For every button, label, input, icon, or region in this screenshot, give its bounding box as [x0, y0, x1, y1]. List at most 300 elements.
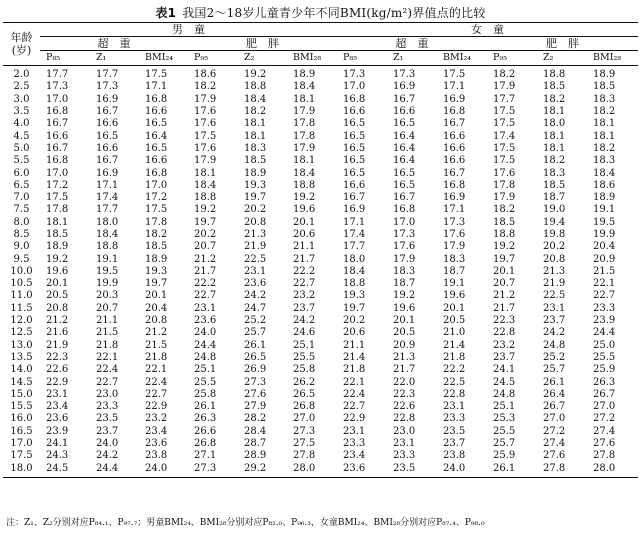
cell-age: 11.5: [10, 302, 33, 314]
cell-boys-bmi24: 22.4: [145, 376, 168, 388]
table-row: [3, 463, 638, 478]
cell-girls-bmi28: 27.0: [593, 401, 616, 413]
cell-boys-z2: 21.9: [244, 241, 267, 253]
cell-boys-z2: 19.2: [244, 69, 267, 81]
cell-boys-z1: 19.9: [96, 278, 119, 290]
cell-boys-p95: 20.2: [194, 229, 217, 240]
cell-boys-z1: 23.5: [96, 413, 119, 425]
table-row: [3, 204, 638, 216]
cell-boys-z1: 23.7: [96, 425, 119, 437]
cell-girls-bmi24: 18.7: [443, 265, 466, 277]
cell-boys-z2: 24.2: [244, 290, 267, 302]
table-row: [3, 192, 638, 204]
cell-boys-bmi28: 18.4: [293, 81, 316, 93]
col-boys-p85: P₈₅: [40, 51, 90, 66]
cell-boys-bmi24: 18.9: [145, 253, 168, 265]
cell-boys-p85: 16.7: [46, 118, 69, 130]
cell-boys-z2: 18.4: [244, 93, 267, 105]
cell-boys-bmi28: 19.2: [293, 192, 316, 204]
cell-age: 18.0: [3, 463, 40, 478]
cell-girls-bmi28: 27.4: [593, 425, 616, 437]
cell-boys-z1: 17.7: [96, 69, 119, 81]
cell-boys-z1: 17.4: [96, 192, 119, 204]
cell-boys-bmi24: 17.2: [145, 192, 168, 204]
cell-girls-z2: 19.4: [543, 216, 566, 228]
cell-boys-p95: 18.8: [194, 192, 217, 204]
cell-boys-bmi28: 21.1: [293, 241, 316, 253]
table-row: [3, 118, 638, 130]
cell-boys-z1: 22.4: [96, 364, 119, 376]
cell-boys-bmi28: 20.6: [293, 229, 316, 240]
cell-boys-z1: 16.6: [96, 118, 119, 130]
cell-girls-p95: 18.2: [493, 69, 516, 81]
cell-boys-bmi24: 20.4: [145, 302, 168, 314]
cell-boys-p85: 23.9: [46, 425, 69, 437]
cell-boys-z1: 16.9: [96, 93, 119, 105]
cell-boys-z2: 26.5: [244, 351, 267, 363]
cell-girls-p85: 16.6: [343, 106, 366, 118]
cell-boys-bmi28: 22.2: [293, 265, 316, 277]
table-row: [3, 278, 638, 290]
table-row: [3, 94, 638, 106]
cell-boys-p85: 17.2: [46, 179, 69, 191]
cell-boys-bmi28: 28.0: [287, 463, 337, 478]
cell-girls-bmi28: 18.3: [593, 93, 616, 105]
cell-girls-bmi28: 18.4: [593, 167, 616, 179]
cell-age: 6.5: [13, 179, 30, 191]
girls-header: 女 童: [337, 23, 638, 37]
cell-girls-bmi28: 20.4: [593, 241, 616, 253]
cell-girls-p85: 19.7: [343, 302, 366, 314]
cell-boys-z2: 29.2: [238, 463, 287, 478]
table-row: [3, 143, 638, 155]
table-caption: 我国2～18岁儿童青少年不同BMI(kg/m²)界值点的比较: [182, 6, 486, 20]
cell-girls-bmi28: 19.1: [593, 204, 616, 216]
cell-girls-p85: 16.5: [343, 118, 366, 130]
cell-girls-bmi28: 18.9: [593, 69, 616, 81]
cell-boys-p85: 21.9: [46, 339, 69, 351]
cell-girls-z2: 24.8: [543, 339, 566, 351]
cell-girls-p95: 25.1: [493, 401, 516, 413]
cell-boys-p95: 18.1: [194, 167, 217, 179]
cell-girls-bmi28: 25.0: [593, 339, 616, 351]
cell-girls-z1: 22.8: [393, 413, 416, 425]
cell-girls-z1: 22.6: [393, 401, 416, 413]
cell-boys-p85: 22.9: [46, 376, 69, 388]
col-girls-p95: P₉₅: [487, 51, 537, 66]
cell-girls-bmi24: 16.6: [443, 130, 466, 142]
cell-boys-bmi28: 17.8: [293, 118, 316, 130]
cell-girls-p85: 23.4: [343, 450, 366, 462]
cell-boys-p85: 23.4: [46, 401, 69, 413]
cell-girls-p85: 23.1: [343, 425, 366, 437]
cell-girls-z2: 26.4: [543, 388, 566, 400]
cell-boys-p85: 23.6: [46, 413, 69, 425]
col-girls-bmi28: BMI₂₈: [587, 51, 638, 66]
table-row: [3, 241, 638, 253]
cell-girls-p95: 23.7: [493, 351, 516, 363]
cell-boys-z1: 20.7: [96, 302, 119, 314]
cell-age: 12.0: [10, 315, 33, 327]
cell-girls-bmi28: 18.5: [593, 81, 616, 93]
cell-boys-bmi24: 16.6: [145, 106, 168, 118]
cell-age: 11.0: [10, 290, 33, 302]
cell-girls-bmi24: 19.1: [443, 278, 466, 290]
cell-girls-z2: 23.1: [543, 302, 566, 314]
cell-boys-z2: 26.9: [244, 364, 267, 376]
cell-girls-p85: 16.8: [343, 93, 366, 105]
cell-age: 10.0: [10, 265, 33, 277]
table-row: [3, 413, 638, 425]
cell-girls-p95: 21.2: [493, 290, 516, 302]
cell-boys-p85: 20.5: [46, 290, 69, 302]
table-row: [3, 266, 638, 278]
cell-girls-z2: 27.8: [537, 463, 587, 478]
cell-boys-bmi28: 25.8: [293, 364, 316, 376]
cell-boys-p95: 18.4: [194, 179, 217, 191]
cell-age: 8.5: [13, 229, 30, 240]
cell-girls-z1: 20.9: [393, 339, 416, 351]
cell-boys-bmi24: 19.3: [145, 265, 168, 277]
cell-girls-p95: 17.6: [493, 167, 516, 179]
cell-boys-p85: 17.0: [46, 93, 69, 105]
cell-boys-p95: 21.2: [194, 253, 217, 265]
cell-girls-bmi24: 16.6: [443, 142, 466, 154]
cell-girls-bmi24: 17.9: [443, 241, 466, 253]
table-row: [3, 130, 638, 142]
cell-age: 3.5: [13, 106, 30, 118]
cell-girls-z1: 19.2: [393, 290, 416, 302]
cell-boys-p95: 18.6: [194, 69, 217, 81]
cell-age: 14.0: [10, 364, 33, 376]
cell-girls-z1: 23.3: [393, 450, 416, 462]
cell-girls-bmi24: 16.9: [443, 93, 466, 105]
cell-girls-z1: 16.9: [393, 81, 416, 93]
cell-boys-p85: 21.6: [46, 327, 69, 339]
cell-girls-bmi28: 18.6: [593, 179, 616, 191]
cell-age: 7.0: [13, 192, 30, 204]
cell-girls-p85: 17.0: [343, 81, 366, 93]
cell-girls-p95: 21.7: [493, 302, 516, 314]
cell-girls-p95: 17.8: [493, 179, 516, 191]
cell-boys-bmi24: 17.5: [145, 69, 168, 81]
cell-boys-p95: 26.1: [194, 401, 217, 413]
cell-girls-z1: 16.5: [393, 179, 416, 191]
cell-boys-z1: 17.1: [96, 179, 119, 191]
cell-boys-z1: 16.5: [96, 130, 119, 142]
cell-boys-bmi28: 26.2: [293, 376, 316, 388]
cell-girls-z2: 27.0: [543, 413, 566, 425]
cell-age: 12.5: [10, 327, 33, 339]
cell-boys-bmi24: 22.9: [145, 401, 168, 413]
cell-girls-z2: 25.7: [543, 364, 566, 376]
cell-girls-p85: 18.8: [343, 278, 366, 290]
cell-girls-bmi24: 16.7: [443, 118, 466, 130]
cell-girls-z2: 18.8: [543, 69, 566, 81]
table-row: [3, 389, 638, 401]
cell-boys-z2: 18.9: [244, 167, 267, 179]
cell-girls-p85: 17.3: [343, 69, 366, 81]
table-row: [3, 327, 638, 339]
cell-boys-p85: 19.2: [46, 253, 69, 265]
cell-girls-bmi24: 20.1: [443, 302, 466, 314]
boys-overweight-header: 超 重: [40, 37, 188, 51]
cell-age: 5.0: [13, 142, 30, 154]
cell-girls-bmi28: 19.5: [593, 216, 616, 228]
cell-girls-z1: 17.6: [393, 241, 416, 253]
cell-girls-z1: 16.4: [393, 155, 416, 167]
cell-boys-bmi28: 23.7: [293, 302, 316, 314]
cell-girls-p95: 17.9: [493, 81, 516, 93]
cell-girls-p95: 24.1: [493, 364, 516, 376]
cell-boys-bmi28: 27.8: [293, 450, 316, 462]
cell-boys-p95: 25.1: [194, 364, 217, 376]
cell-girls-p85: 16.5: [343, 155, 366, 167]
cell-boys-z2: 28.2: [244, 413, 267, 425]
cell-boys-bmi28: 25.5: [293, 351, 316, 363]
cell-girls-bmi24: 21.8: [443, 351, 466, 363]
cell-boys-p95: 17.5: [194, 130, 217, 142]
cell-boys-bmi24: 18.2: [145, 229, 168, 240]
cell-girls-z2: 18.5: [543, 81, 566, 93]
cell-girls-z1: 16.4: [393, 142, 416, 154]
cell-girls-z1: 17.3: [393, 229, 416, 240]
cell-age: 10.5: [10, 278, 33, 290]
cell-girls-z1: 16.7: [393, 192, 416, 204]
cell-boys-bmi28: 22.7: [293, 278, 316, 290]
cell-girls-z1: 16.6: [393, 106, 416, 118]
cell-girls-bmi24: 17.3: [443, 216, 466, 228]
cell-girls-p85: 22.9: [343, 413, 366, 425]
cell-boys-p95: 25.5: [194, 376, 217, 388]
cell-girls-z2: 18.7: [543, 192, 566, 204]
cell-boys-bmi28: 17.8: [293, 130, 316, 142]
cell-boys-bmi28: 18.4: [293, 167, 316, 179]
cell-boys-z2: 24.7: [244, 302, 267, 314]
cell-boys-p85: 20.1: [46, 278, 69, 290]
cell-girls-bmi28: 26.7: [593, 388, 616, 400]
cell-girls-z2: 18.5: [543, 179, 566, 191]
cell-girls-p85: 16.6: [343, 179, 366, 191]
cell-boys-p95: 17.9: [194, 93, 217, 105]
cell-boys-bmi24: 16.6: [145, 155, 168, 167]
cell-girls-bmi24: 16.8: [443, 106, 466, 118]
cell-girls-p85: 16.5: [343, 142, 366, 154]
cell-girls-p95: 19.7: [493, 253, 516, 265]
cell-girls-bmi24: 23.8: [443, 450, 466, 462]
cell-girls-bmi24: 16.9: [443, 192, 466, 204]
cell-girls-bmi28: 27.6: [593, 438, 616, 450]
cell-age: 15.0: [10, 388, 33, 400]
cell-boys-p95: 24.8: [194, 351, 217, 363]
table-row: [3, 155, 638, 167]
cell-boys-bmi28: 27.0: [293, 413, 316, 425]
cell-girls-p85: 22.1: [343, 376, 366, 388]
cell-girls-p95: 19.2: [493, 241, 516, 253]
cell-boys-bmi28: 19.6: [293, 204, 316, 216]
cell-girls-bmi28: 19.9: [593, 229, 616, 240]
cell-boys-z1: 17.7: [96, 204, 119, 216]
cell-girls-z2: 18.3: [543, 167, 566, 179]
cell-girls-z1: 23.5: [387, 463, 437, 478]
cell-girls-z1: 21.7: [393, 364, 416, 376]
col-boys-z2: Z₂: [238, 51, 287, 66]
cell-boys-bmi28: 20.1: [293, 216, 316, 228]
cell-girls-bmi24: 16.6: [443, 155, 466, 167]
cell-girls-p85: 16.7: [343, 192, 366, 204]
table-row: [3, 81, 638, 93]
cell-boys-p85: 23.1: [46, 388, 69, 400]
cell-age: 13.0: [10, 339, 33, 351]
table-row: [3, 315, 638, 327]
cell-boys-z1: 21.1: [96, 315, 119, 327]
cell-boys-bmi28: 26.8: [293, 401, 316, 413]
cell-boys-p95: 24.4: [194, 339, 217, 351]
cell-girls-bmi28: 24.4: [593, 327, 616, 339]
cell-boys-bmi24: 16.5: [145, 118, 168, 130]
cell-boys-bmi24: 16.4: [145, 130, 168, 142]
cell-boys-bmi24: 19.7: [145, 278, 168, 290]
table-row: [3, 290, 638, 302]
cell-girls-z2: 18.1: [543, 130, 566, 142]
cell-girls-p95: 26.1: [487, 463, 537, 478]
cell-girls-p85: 21.4: [343, 351, 366, 363]
boys-obese-header: 肥 胖: [188, 37, 337, 51]
table-row: [3, 253, 638, 265]
cell-girls-p95: 22.8: [493, 327, 516, 339]
col-boys-bmi24: BMI₂₄: [139, 51, 188, 66]
cell-boys-z1: 24.4: [90, 463, 139, 478]
cell-girls-bmi28: 23.9: [593, 315, 616, 327]
cell-girls-z1: 20.5: [393, 327, 416, 339]
cell-age: 7.5: [13, 204, 30, 216]
cell-girls-bmi24: 17.6: [443, 229, 466, 240]
col-girls-z2: Z₂: [537, 51, 587, 66]
cell-boys-z2: 25.7: [244, 327, 267, 339]
cell-girls-z2: 19.0: [543, 204, 566, 216]
table-row: [3, 106, 638, 118]
col-boys-p95: P₉₅: [188, 51, 238, 66]
cell-girls-z1: 17.3: [393, 69, 416, 81]
cell-boys-bmi28: 21.7: [293, 253, 316, 265]
cell-boys-bmi28: 18.1: [293, 93, 316, 105]
cell-girls-p85: 16.9: [343, 204, 366, 216]
cell-age: 6.0: [13, 167, 30, 179]
cell-girls-z2: 26.1: [543, 376, 566, 388]
cell-boys-bmi28: 18.1: [293, 155, 316, 167]
cell-girls-bmi28: 18.1: [593, 130, 616, 142]
cell-boys-bmi24: 22.1: [145, 364, 168, 376]
cell-girls-p85: 20.2: [343, 315, 366, 327]
cell-boys-z1: 16.7: [96, 106, 119, 118]
boys-header: 男 童: [40, 23, 337, 37]
cell-boys-p85: 17.3: [46, 81, 69, 93]
cell-boys-p85: 18.1: [46, 216, 69, 228]
cell-girls-bmi28: 18.2: [593, 142, 616, 154]
cell-boys-p85: 21.2: [46, 315, 69, 327]
cell-boys-bmi24: 17.1: [145, 81, 168, 93]
cell-girls-bmi24: 21.4: [443, 339, 466, 351]
cell-boys-z2: 23.6: [244, 278, 267, 290]
cell-girls-p85: 17.7: [343, 241, 366, 253]
table-row: [3, 340, 638, 352]
cell-boys-z2: 19.3: [244, 179, 267, 191]
cell-boys-p95: 17.9: [194, 155, 217, 167]
cell-girls-bmi28: 22.7: [593, 290, 616, 302]
cell-boys-p95: 19.2: [194, 204, 217, 216]
cell-boys-bmi28: 18.9: [293, 69, 316, 81]
cell-boys-z1: 21.8: [96, 339, 119, 351]
cell-boys-bmi24: 23.4: [145, 425, 168, 437]
cell-girls-p95: 18.2: [493, 204, 516, 216]
cell-boys-z2: 18.3: [244, 142, 267, 154]
cell-boys-p85: 18.5: [46, 229, 69, 240]
cell-boys-p85: 19.6: [46, 265, 69, 277]
cell-girls-bmi28: 27.8: [593, 450, 616, 462]
cell-girls-z2: 20.2: [543, 241, 566, 253]
cell-girls-bmi28: 25.5: [593, 351, 616, 363]
cell-girls-bmi24: 23.1: [443, 401, 466, 413]
cell-girls-p85: 19.3: [343, 290, 366, 302]
cell-age: 8.0: [13, 216, 30, 228]
cell-girls-z2: 18.2: [543, 93, 566, 105]
cell-girls-z1: 17.9: [393, 253, 416, 265]
cell-girls-p85: 22.4: [343, 388, 366, 400]
cell-girls-p85: 23.6: [337, 463, 387, 478]
cell-boys-z1: 24.2: [96, 450, 119, 462]
cell-boys-bmi24: 18.5: [145, 241, 168, 253]
cell-girls-p95: 25.7: [493, 438, 516, 450]
cell-girls-p95: 20.7: [493, 278, 516, 290]
cell-boys-bmi28: 18.8: [293, 179, 316, 191]
table-row: [3, 438, 638, 450]
cell-girls-p95: 17.4: [493, 130, 516, 142]
cell-girls-z1: 18.3: [393, 265, 416, 277]
cell-boys-p95: 27.3: [188, 463, 238, 478]
cell-age: 4.0: [13, 118, 30, 130]
cell-boys-p85: 16.8: [46, 106, 69, 118]
cell-boys-z2: 20.8: [244, 216, 267, 228]
cell-girls-p95: 17.5: [493, 106, 516, 118]
cell-girls-bmi28: 18.9: [593, 192, 616, 204]
cell-girls-z1: 22.0: [393, 376, 416, 388]
cell-boys-bmi24: 17.8: [145, 216, 168, 228]
cell-girls-p95: 17.5: [493, 118, 516, 130]
cell-girls-bmi28: 18.3: [593, 155, 616, 167]
cell-boys-z1: 22.1: [96, 351, 119, 363]
cell-boys-p95: 19.7: [194, 216, 217, 228]
cell-girls-bmi24: 17.1: [443, 81, 466, 93]
cell-boys-bmi24: 24.0: [139, 463, 188, 478]
cell-girls-bmi28: 28.0: [587, 463, 638, 478]
cell-boys-z2: 27.9: [244, 401, 267, 413]
cell-boys-p95: 22.7: [194, 290, 217, 302]
cell-girls-z1: 16.7: [393, 93, 416, 105]
cell-boys-z2: 20.2: [244, 204, 267, 216]
cell-girls-bmi24: 16.7: [443, 167, 466, 179]
cell-boys-bmi24: 22.7: [145, 388, 168, 400]
table-row: [3, 180, 638, 192]
cell-girls-p85: 22.7: [343, 401, 366, 413]
cell-girls-z2: 18.1: [543, 142, 566, 154]
cell-boys-z2: 25.2: [244, 315, 267, 327]
cell-girls-bmi24: 23.5: [443, 425, 466, 437]
cell-girls-z1: 16.5: [393, 118, 416, 130]
cell-boys-z2: 22.5: [244, 253, 267, 265]
cell-boys-p85: 18.9: [46, 241, 69, 253]
cell-boys-bmi28: 25.1: [293, 339, 316, 351]
cell-girls-z2: 26.7: [543, 401, 566, 413]
